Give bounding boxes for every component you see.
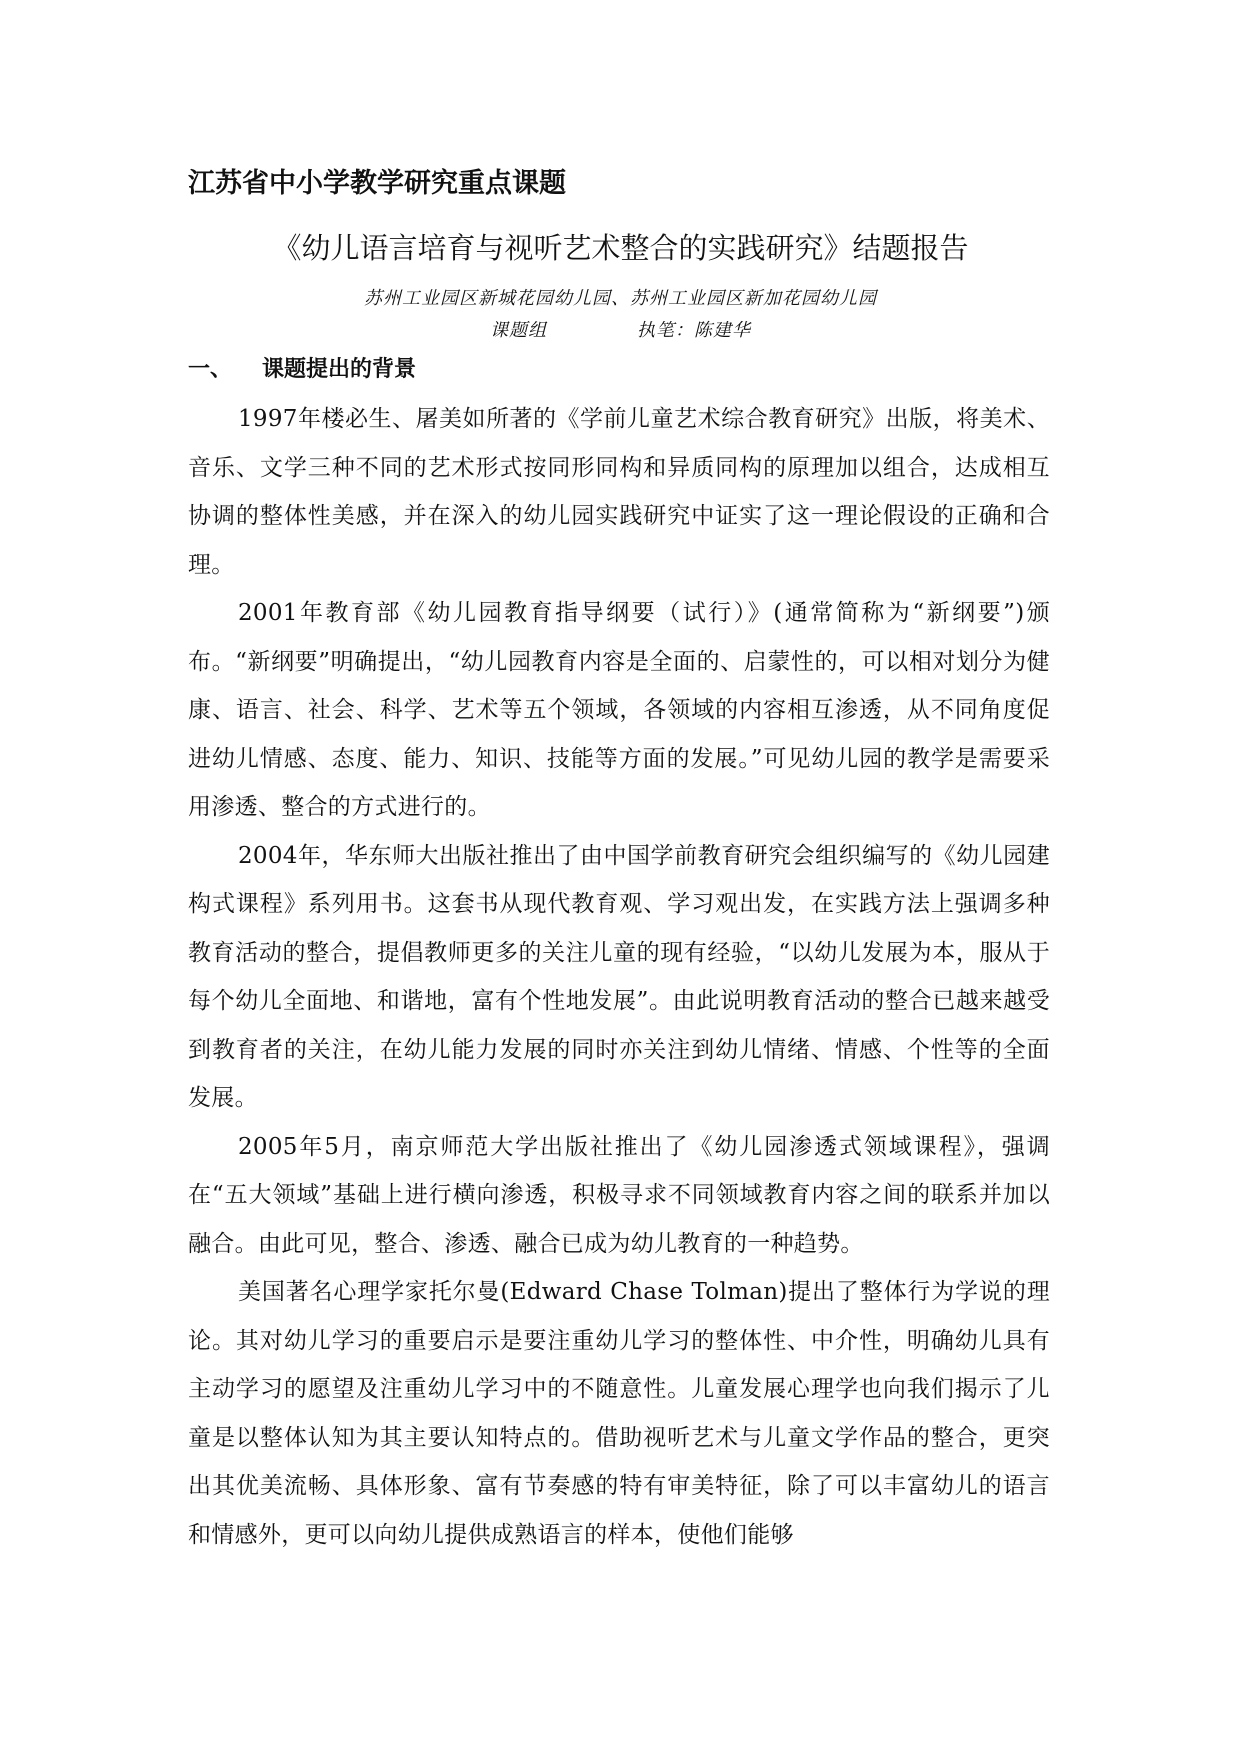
paragraph: 1997年楼必生、屠美如所著的《学前儿童艺术综合教育研究》出版，将美术、音乐、文学三种不同的艺术形式按同形同构和异质同构的原理加以组合，达成相互协调的整体性美感，并在深入的幼儿园实践研究中证实了这一理论假设的正确和合理。 [188, 406, 1050, 578]
author-label: 执笔：陈建华 [637, 320, 751, 341]
project-header-title: 江苏省中小学教学研究重点课题 [188, 168, 566, 199]
paragraph: 美国著名心理学家托尔曼(Edward Chase Tolman)提出了整体行为学说的理论。其对幼儿学习的重要启示是要注重幼儿学习的整体性、中介性，明确幼儿具有主动学习的愿望及注重幼儿学习中的不随意性。儿童发展心理学也向我们揭示了儿童是以整体认知为其主要认知特点的。借助视听艺术与儿童文学作品的整合，更突出其优美流畅、具体形象、富有节奏感的特有审美特征，除了可以丰富幼儿的语言和情感外，更可以向幼儿提供成熟语言的样本，使他们能够 [188, 1279, 1050, 1548]
section-heading [188, 353, 416, 387]
body-text [188, 395, 1050, 1559]
paragraph: 2005年5月，南京师范大学出版社推出了《幼儿园渗透式领域课程》，强调在“五大领域”基础上进行横向渗透，积极寻求不同领域教育内容之间的联系并加以融合。由此可见，整合、渗透、融合已成为幼儿教育的一种趋势。 [188, 1133, 1050, 1257]
author-line [0, 318, 1241, 344]
paragraph: 2001年教育部《幼儿园教育指导纲要（试行）》(通常简称为“新纲要”)颁布。“新纲要”明确提出，“幼儿园教育内容是全面的、启蒙性的，可以相对划分为健康、语言、社会、科学、艺术等五个领域，各领域的内容相互渗透，从不同角度促进幼儿情感、态度、能力、知识、技能等方面的发展。”可见幼儿园的教学是需要采用渗透、整合的方式进行的。 [188, 600, 1050, 820]
report-title: 《幼儿语言培育与视听艺术整合的实践研究》结题报告 [272, 231, 969, 265]
section-number: 一、 [188, 357, 233, 382]
paragraph: 2004年，华东师大出版社推出了由中国学前教育研究会组织编写的《幼儿园建构式课程》系列用书。这套书从现代教育观、学习观出发，在实践方法上强调多种教育活动的整合，提倡教师更多的关注儿童的现有经验，“以幼儿发展为本，服从于每个幼儿全面地、和谐地，富有个性地发展”。由此说明教育活动的整合已越来越受到教育者的关注，在幼儿能力发展的同时亦关注到幼儿情绪、情感、个性等的全面发展。 [188, 842, 1050, 1111]
section-title: 课题提出的背景 [262, 357, 417, 382]
research-group-label: 课题组 [490, 320, 547, 341]
affiliation-line: 苏州工业园区新城花园幼儿园、苏州工业园区新加花园幼儿园 [364, 288, 877, 309]
